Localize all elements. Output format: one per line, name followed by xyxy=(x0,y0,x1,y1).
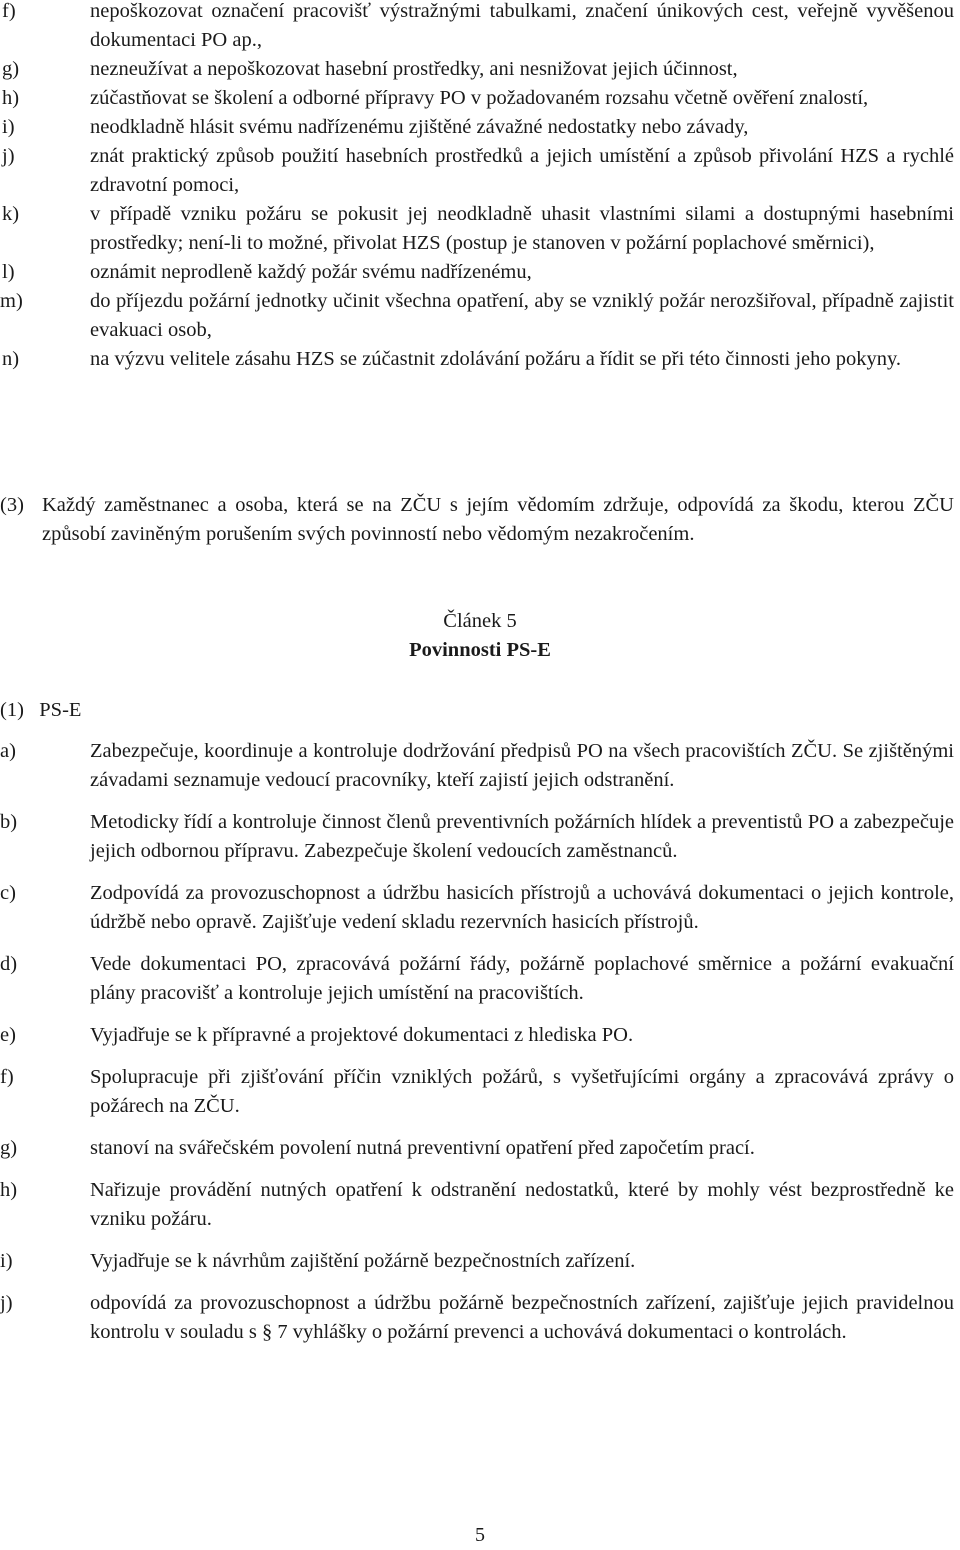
list-marker: f) xyxy=(0,1066,14,1088)
paragraph-3 xyxy=(0,491,960,549)
paragraph-marker: (3) xyxy=(0,494,24,516)
list-marker: i) xyxy=(2,116,15,138)
list-item-text: Metodicky řídí a kontroluje činnost členů preventivních požárních hlídek a preventistů PO a zabezpečuje jejich odbornou přípravu. Zabezpečuje školení vedoucích zaměstnanců. xyxy=(90,811,954,862)
page-number: 5 xyxy=(475,1524,485,1546)
list-item-text: neodkladně hlásit svému nadřízenému zjištěné závažné nedostatky nebo závady, xyxy=(90,116,749,138)
list-marker: j) xyxy=(0,1292,13,1314)
list-item xyxy=(0,950,960,1008)
list-item-text: na výzvu velitele zásahu HZS se zúčastnit zdolávání požáru a řídit se při této činnosti jeho pokyny. xyxy=(90,348,902,370)
list-item-text: stanoví na svářečském povolení nutná preventivní opatření před započetím prací. xyxy=(90,1137,755,1159)
list-marker: a) xyxy=(0,740,16,762)
list-item xyxy=(0,1176,960,1234)
ps-e-duties-list xyxy=(0,737,960,1360)
list-marker: d) xyxy=(0,953,18,975)
list-item xyxy=(0,1289,960,1347)
list-marker: e) xyxy=(0,1024,16,1046)
list-item-text: zúčastňovat se školení a odborné přípravy PO v požadovaném rozsahu včetně ověření znalostí, xyxy=(90,87,869,109)
list-item xyxy=(0,258,960,287)
list-marker: f) xyxy=(2,0,16,22)
list-item xyxy=(0,84,960,113)
list-marker: m) xyxy=(0,290,23,312)
list-item xyxy=(0,1134,960,1163)
list-item xyxy=(0,287,960,345)
list-item-text: v případě vzniku požáru se pokusit jej neodkladně uhasit vlastními silami a dostupnými hasebními prostředky; není-li to možné, přivolat HZS (postup je stanoven v požární poplachové směrnici), xyxy=(90,203,954,254)
paragraph-text: Každý zaměstnanec a osoba, která se na ZČU s jejím vědomím zdržuje, odpovídá za škodu, kterou ZČU způsobí zaviněným porušením svých povinností nebo vědomým nezakročením. xyxy=(42,494,954,545)
list-item-text: Vyjadřuje se k návrhům zajištění požárně bezpečnostních zařízení. xyxy=(90,1250,636,1272)
list-item xyxy=(0,1247,960,1276)
list-marker: l) xyxy=(2,261,15,283)
list-marker: b) xyxy=(0,811,18,833)
list-marker: g) xyxy=(0,1137,18,1159)
list-item-text: znát praktický způsob použití hasebních prostředků a jejich umístění a způsob přivolání HZS a rychlé zdravotní pomoci, xyxy=(90,145,954,196)
list-item-text: Vyjadřuje se k přípravné a projektové dokumentaci z hlediska PO. xyxy=(90,1024,634,1046)
list-item xyxy=(0,142,960,200)
list-item-text: odpovídá za provozuschopnost a údržbu požárně bezpečnostních zařízení, zajišťuje jejich pravidelnou kontrolu v souladu s § 7 vyhlášky o požární prevenci a uchovává dokumentaci o kontrolách. xyxy=(90,1292,954,1343)
list-item-text: oznámit neprodleně každý požár svému nadřízenému, xyxy=(90,261,532,283)
list-item xyxy=(0,1063,960,1121)
list-item-text: Zodpovídá za provozuschopnost a údržbu hasicích přístrojů a uchovává dokumentaci o jejich kontrole, údržbě nebo opravě. Zajišťuje vedení skladu rezervních hasicích přístrojů. xyxy=(90,882,954,933)
list-item xyxy=(0,55,960,84)
list-marker: n) xyxy=(2,348,20,370)
section-label: (1) PS-E xyxy=(0,699,82,721)
list-marker: c) xyxy=(0,882,16,904)
article-title: Povinnosti PS-E xyxy=(409,639,551,661)
list-marker: h) xyxy=(2,87,20,109)
article-number: Článek 5 xyxy=(443,610,517,632)
list-marker: i) xyxy=(0,1250,13,1272)
list-item-text: Vede dokumentaci PO, zpracovává požární řády, požárně poplachové směrnice a požární evakuační plány pracovišť a kontroluje jejich umístění na pracovištích. xyxy=(90,953,954,1004)
duties-list-continued xyxy=(0,0,960,374)
list-item xyxy=(0,1021,960,1050)
list-marker: k) xyxy=(2,203,20,225)
list-item-text: nepoškozovat označení pracovišť výstražnými tabulkami, značení únikových cest, veřejně vyvěšenou dokumentaci PO ap., xyxy=(90,0,954,51)
list-item xyxy=(0,200,960,258)
list-item-text: nezneužívat a nepoškozovat hasební prostředky, ani nesnižovat jejich účinnost, xyxy=(90,58,738,80)
list-item xyxy=(0,808,960,866)
list-item-text: do příjezdu požární jednotky učinit všechna opatření, aby se vzniklý požár nerozšiřoval, případně zajistit evakuaci osob, xyxy=(90,290,954,341)
list-item-text: Zabezpečuje, koordinuje a kontroluje dodržování předpisů PO na všech pracovištích ZČU. Se zjištěnými závadami seznamuje vedoucí pracovníky, kteří zajistí jejich odstranění. xyxy=(90,740,954,791)
list-item-text: Nařizuje provádění nutných opatření k odstranění nedostatků, které by mohly vést bezprostředně ke vzniku požáru. xyxy=(90,1179,954,1230)
list-item xyxy=(0,737,960,795)
list-item xyxy=(0,113,960,142)
list-marker: j) xyxy=(2,145,15,167)
list-item-text: Spolupracuje při zjišťování příčin vzniklých požárů, s vyšetřujícími orgány a zpracovává zprávy o požárech na ZČU. xyxy=(90,1066,954,1117)
list-marker: g) xyxy=(2,58,20,80)
list-item xyxy=(0,345,960,374)
list-item xyxy=(0,879,960,937)
list-item xyxy=(0,0,960,55)
list-marker: h) xyxy=(0,1179,18,1201)
